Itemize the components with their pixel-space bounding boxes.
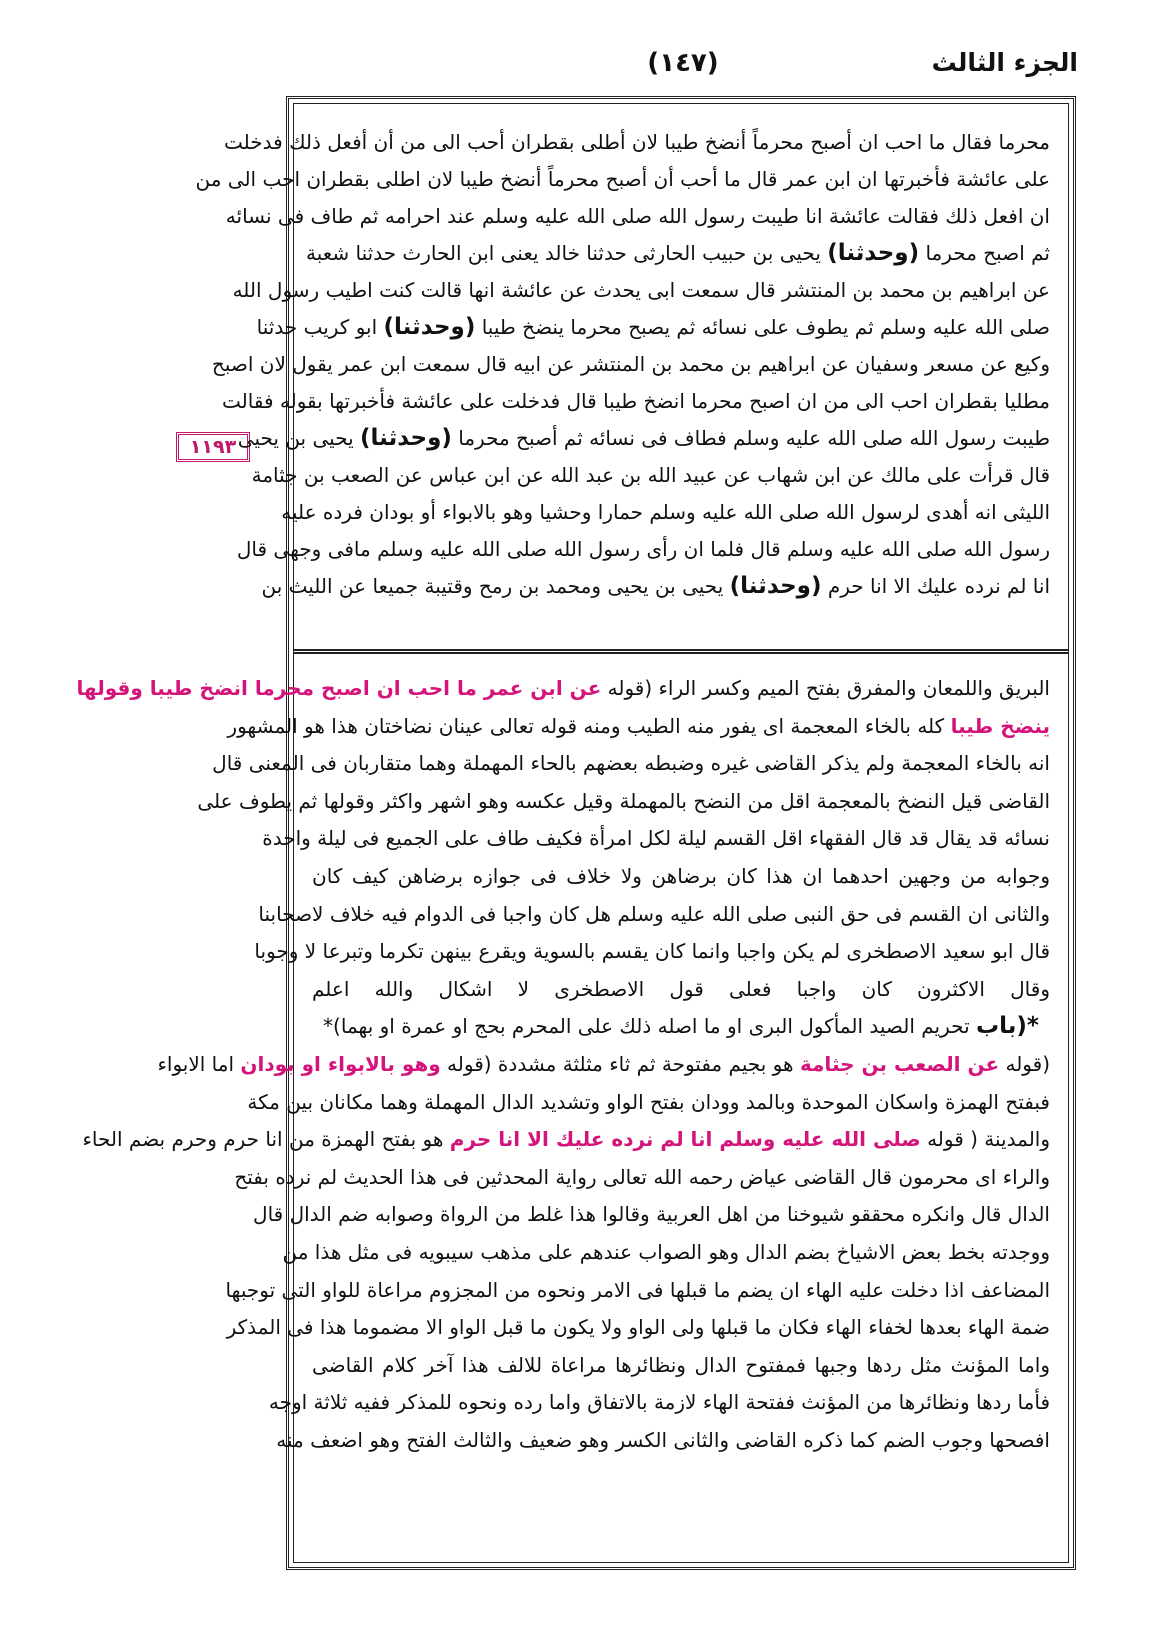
text-segment: وقال الاكثرون كان واجبا فعلى قول الاصطخرى لا اشكال والله اعلم bbox=[312, 976, 1050, 1001]
text-segment: فبفتح الهمزة واسكان الموحدة وبالمد وودان بفتح الواو وتشديد الدال المهملة وهما مكانان بين مكة bbox=[247, 1089, 1050, 1114]
commentary-line bbox=[197, 783, 1050, 821]
text-segment: صلى الله عليه وسلم ثم يطوف على نسائه ثم يصبح محرما ينضخ طيبا bbox=[475, 315, 1050, 339]
text-segment: انه بالخاء المعجمة ولم يذكر القاضى غيره وضبطه بعضهم بالحاء المهملة وهما متقاربان فى المعنى قال bbox=[212, 751, 1050, 776]
page-header bbox=[288, 48, 1078, 88]
matn-line bbox=[211, 346, 1050, 383]
commentary-line bbox=[253, 1196, 1050, 1234]
commentary-line bbox=[225, 1272, 1050, 1310]
text-segment: وجوابه من وجهين احدهما ان هذا كان برضاهن ولا خلاف فى جوازه برضاهن كيف كان bbox=[312, 863, 1050, 888]
text-segment: محرما فقال ما احب ان أصبح محرماً أنضخ طيبا لان أطلى بقطران أحب الى من أن أفعل ذلك فدخلت bbox=[224, 130, 1050, 154]
text-segment: رسول الله صلى الله عليه وسلم قال فلما ان رأى رسول الله صلى الله عليه وسلم مافى وجهى قال bbox=[236, 537, 1050, 561]
text-segment: (قوله bbox=[999, 1051, 1050, 1076]
keyword-phrase: (وحدثنا) bbox=[827, 240, 920, 266]
matn-line bbox=[222, 383, 1050, 420]
text-segment: افصحها وجوب الضم كما ذكره القاضى والثانى الكسر وهو ضعيف والثالث الفتح وهو اضعف منه bbox=[276, 1427, 1050, 1452]
matn-line bbox=[305, 235, 1050, 272]
text-segment: البريق واللمعان والمفرق بفتح الميم وكسر الراء (قوله bbox=[601, 676, 1050, 700]
highlighted-phrase: ينضخ طيبا bbox=[950, 713, 1050, 738]
text-segment: قال قرأت على مالك عن ابن شهاب عن عبيد الله بن عبد الله عن ابن عباس عن الصعب بن جثامة bbox=[251, 463, 1050, 487]
commentary-line bbox=[227, 708, 1050, 746]
text-segment: الليثى انه أهدى لرسول الله صلى الله عليه وسلم حمارا وحشيا وهو بالابواء أو بودان فرده عليه bbox=[281, 500, 1050, 524]
commentary-text-block bbox=[76, 660, 1068, 1562]
part-title: الجزء الثالث bbox=[931, 48, 1078, 77]
commentary-line bbox=[262, 820, 1050, 858]
keyword-phrase: *(باب bbox=[976, 1013, 1039, 1040]
commentary-line bbox=[212, 745, 1050, 783]
commentary-line bbox=[312, 858, 1050, 896]
text-segment: والمدينة ( قوله bbox=[920, 1127, 1050, 1152]
text-segment: ووجدته بخط بعض الاشياخ بضم الدال وهو الصواب عندهم على مذهب سيبويه فى مثل هذا من bbox=[282, 1239, 1050, 1264]
text-segment: كله بالخاء المعجمة اى يفور منه الطيب ومنه قوله تعالى عينان نضاختان هذا هو المشهور bbox=[227, 713, 951, 738]
keyword-phrase: (وحدثنا) bbox=[360, 425, 452, 451]
highlighted-phrase: عن ابن عمر ما احب ان اصبح محرما انضخ طيبا وقولها bbox=[76, 676, 602, 700]
commentary-line bbox=[76, 670, 1050, 708]
text-segment: والراء اى محرمون قال القاضى عياض رحمه الله تعالى رواية المحدثين فى هذا الحديث لم نرده بفتح bbox=[234, 1164, 1050, 1189]
text-segment: ثم اصبح محرما bbox=[919, 241, 1050, 265]
matn-line bbox=[195, 161, 1050, 198]
text-segment: اما الابواء bbox=[157, 1051, 241, 1076]
commentary-line bbox=[268, 1384, 1050, 1422]
commentary-line bbox=[157, 1046, 1050, 1084]
text-segment: انا لم نرده عليك الا انا حرم bbox=[821, 574, 1050, 598]
text-segment: يحيى بن يحيى bbox=[237, 426, 361, 450]
text-segment: مطليا بقطران احب الى من ان اصبح محرما انضخ طيبا قال فدخلت على عائشة فأخبرتها بقوله فقالت bbox=[222, 389, 1050, 413]
text-segment: يحيى بن حبيب الحارثى حدثنا خالد يعنى ابن الحارث حدثنا شعبة bbox=[305, 241, 828, 265]
keyword-phrase: (وحدثنا) bbox=[729, 573, 822, 599]
section-divider bbox=[294, 649, 1068, 654]
commentary-line bbox=[312, 1347, 1050, 1385]
text-segment: فأما ردها ونظائرها من المؤنث ففتحة الهاء لازمة بالاتفاق واما رده ونحوه للمذكر ففيه ثلاثة اوجه bbox=[268, 1390, 1050, 1415]
commentary-line bbox=[82, 1121, 1050, 1159]
text-segment: المضاعف اذا دخلت عليه الهاء ان يضم ما قبلها فى الامر ونحوه من المجزوم مراعاة للواو التى توجبها bbox=[225, 1277, 1050, 1302]
text-segment: هو بفتح الهمزة من انا حرم وحرم بضم الحاء bbox=[82, 1127, 450, 1152]
text-segment: طيبت رسول الله صلى الله عليه وسلم فطاف فى نسائه ثم أصبح محرما bbox=[451, 426, 1050, 450]
hadith-number-badge: ١١٩٣ bbox=[176, 432, 250, 462]
matn-line bbox=[237, 420, 1050, 457]
text-segment: ابو كريب حدثنا bbox=[256, 315, 384, 339]
text-segment: الدال قال وانكره محققو شيوخنا من اهل العربية وقالوا هذا غلط من الرواة وصوابه ضم الدال قال bbox=[253, 1202, 1050, 1227]
highlighted-phrase: وهو بالابواء او بودان bbox=[240, 1051, 441, 1076]
commentary-line bbox=[312, 971, 1050, 1009]
commentary-line bbox=[258, 896, 1050, 934]
text-segment: هو بجيم مفتوحة ثم ثاء مثلثة مشددة (قوله bbox=[440, 1051, 800, 1076]
text-segment: قال ابو سعيد الاصطخرى لم يكن واجبا وانما كان يقسم بالسوية ويقرع بينهن تكرما وتبرعا لا وجوبا bbox=[254, 939, 1050, 964]
commentary-line bbox=[254, 933, 1050, 971]
matn-line bbox=[232, 272, 1050, 309]
text-segment: واما المؤنث مثل ردها وجبها فمفتوح الدال ونظائرها مراعاة للالف هذا آخر كلام القاضى bbox=[312, 1352, 1050, 1377]
commentary-line bbox=[312, 1008, 1050, 1046]
text-segment: عن ابراهيم بن محمد بن المنتشر قال سمعت ابى يحدث عن عائشة انها قالت كنت اطيب رسول الله bbox=[232, 278, 1050, 302]
keyword-phrase: (وحدثنا) bbox=[383, 314, 476, 340]
matn-line bbox=[236, 531, 1050, 568]
matn-line bbox=[224, 124, 1050, 161]
matn-line bbox=[225, 198, 1050, 235]
page-number: (١٤٧) bbox=[647, 48, 719, 78]
matn-line bbox=[261, 568, 1050, 605]
commentary-line bbox=[282, 1234, 1050, 1272]
matn-line bbox=[256, 309, 1050, 346]
commentary-line bbox=[234, 1159, 1050, 1197]
text-segment: القاضى قيل النضخ بالمعجمة اقل من النضح بالمهملة وقيل عكسه وهو اشهر واكثر وقولها ثم يطوف على bbox=[197, 788, 1050, 813]
matn-line bbox=[251, 457, 1050, 494]
text-segment: تحريم الصيد المأكول البرى او ما اصله ذلك على المحرم بحج او عمرة او بهما)* bbox=[323, 1014, 976, 1039]
commentary-line bbox=[276, 1422, 1050, 1460]
text-segment: يحيى بن يحيى ومحمد بن رمح وقتيبة جميعا عن الليث بن bbox=[261, 574, 730, 598]
text-segment: ان افعل ذلك فقالت عائشة انا طيبت رسول الله صلى الله عليه وسلم عند احرامه ثم طاف فى نسائه bbox=[225, 204, 1050, 228]
highlighted-phrase: عن الصعب بن جثامة bbox=[799, 1051, 1000, 1076]
text-segment: وكيع عن مسعر وسفيان عن ابراهيم بن محمد بن المنتشر عن ابيه قال سمعت ابن عمر يقول لان اصبح bbox=[211, 352, 1050, 376]
text-segment: على عائشة فأخبرتها ان ابن عمر قال ما أحب أن أصبح محرماً أنضخ طيبا لان اطلى بقطران احب الى من bbox=[195, 167, 1050, 191]
text-segment: ضمة الهاء بعدها لخفاء الهاء فكان ما قبلها ولى الواو ولا يكون ما قبل الواو الا مضموما هذا فى المذكر bbox=[226, 1315, 1050, 1340]
text-segment: نسائه قد يقال قد قال الفقهاء اقل القسم ليلة لكل امرأة فكيف طاف على الجميع فى ليلة واحدة bbox=[262, 826, 1050, 851]
text-segment: والثانى ان القسم فى حق النبى صلى الله عليه وسلم هل كان واجبا فى الدوام فيه خلاف لاصحابنا bbox=[258, 901, 1050, 926]
commentary-line bbox=[247, 1084, 1050, 1122]
highlighted-phrase: صلى الله عليه وسلم انا لم نرده عليك الا انا حرم bbox=[449, 1127, 921, 1152]
matn-line bbox=[281, 494, 1050, 531]
commentary-line bbox=[226, 1309, 1050, 1347]
